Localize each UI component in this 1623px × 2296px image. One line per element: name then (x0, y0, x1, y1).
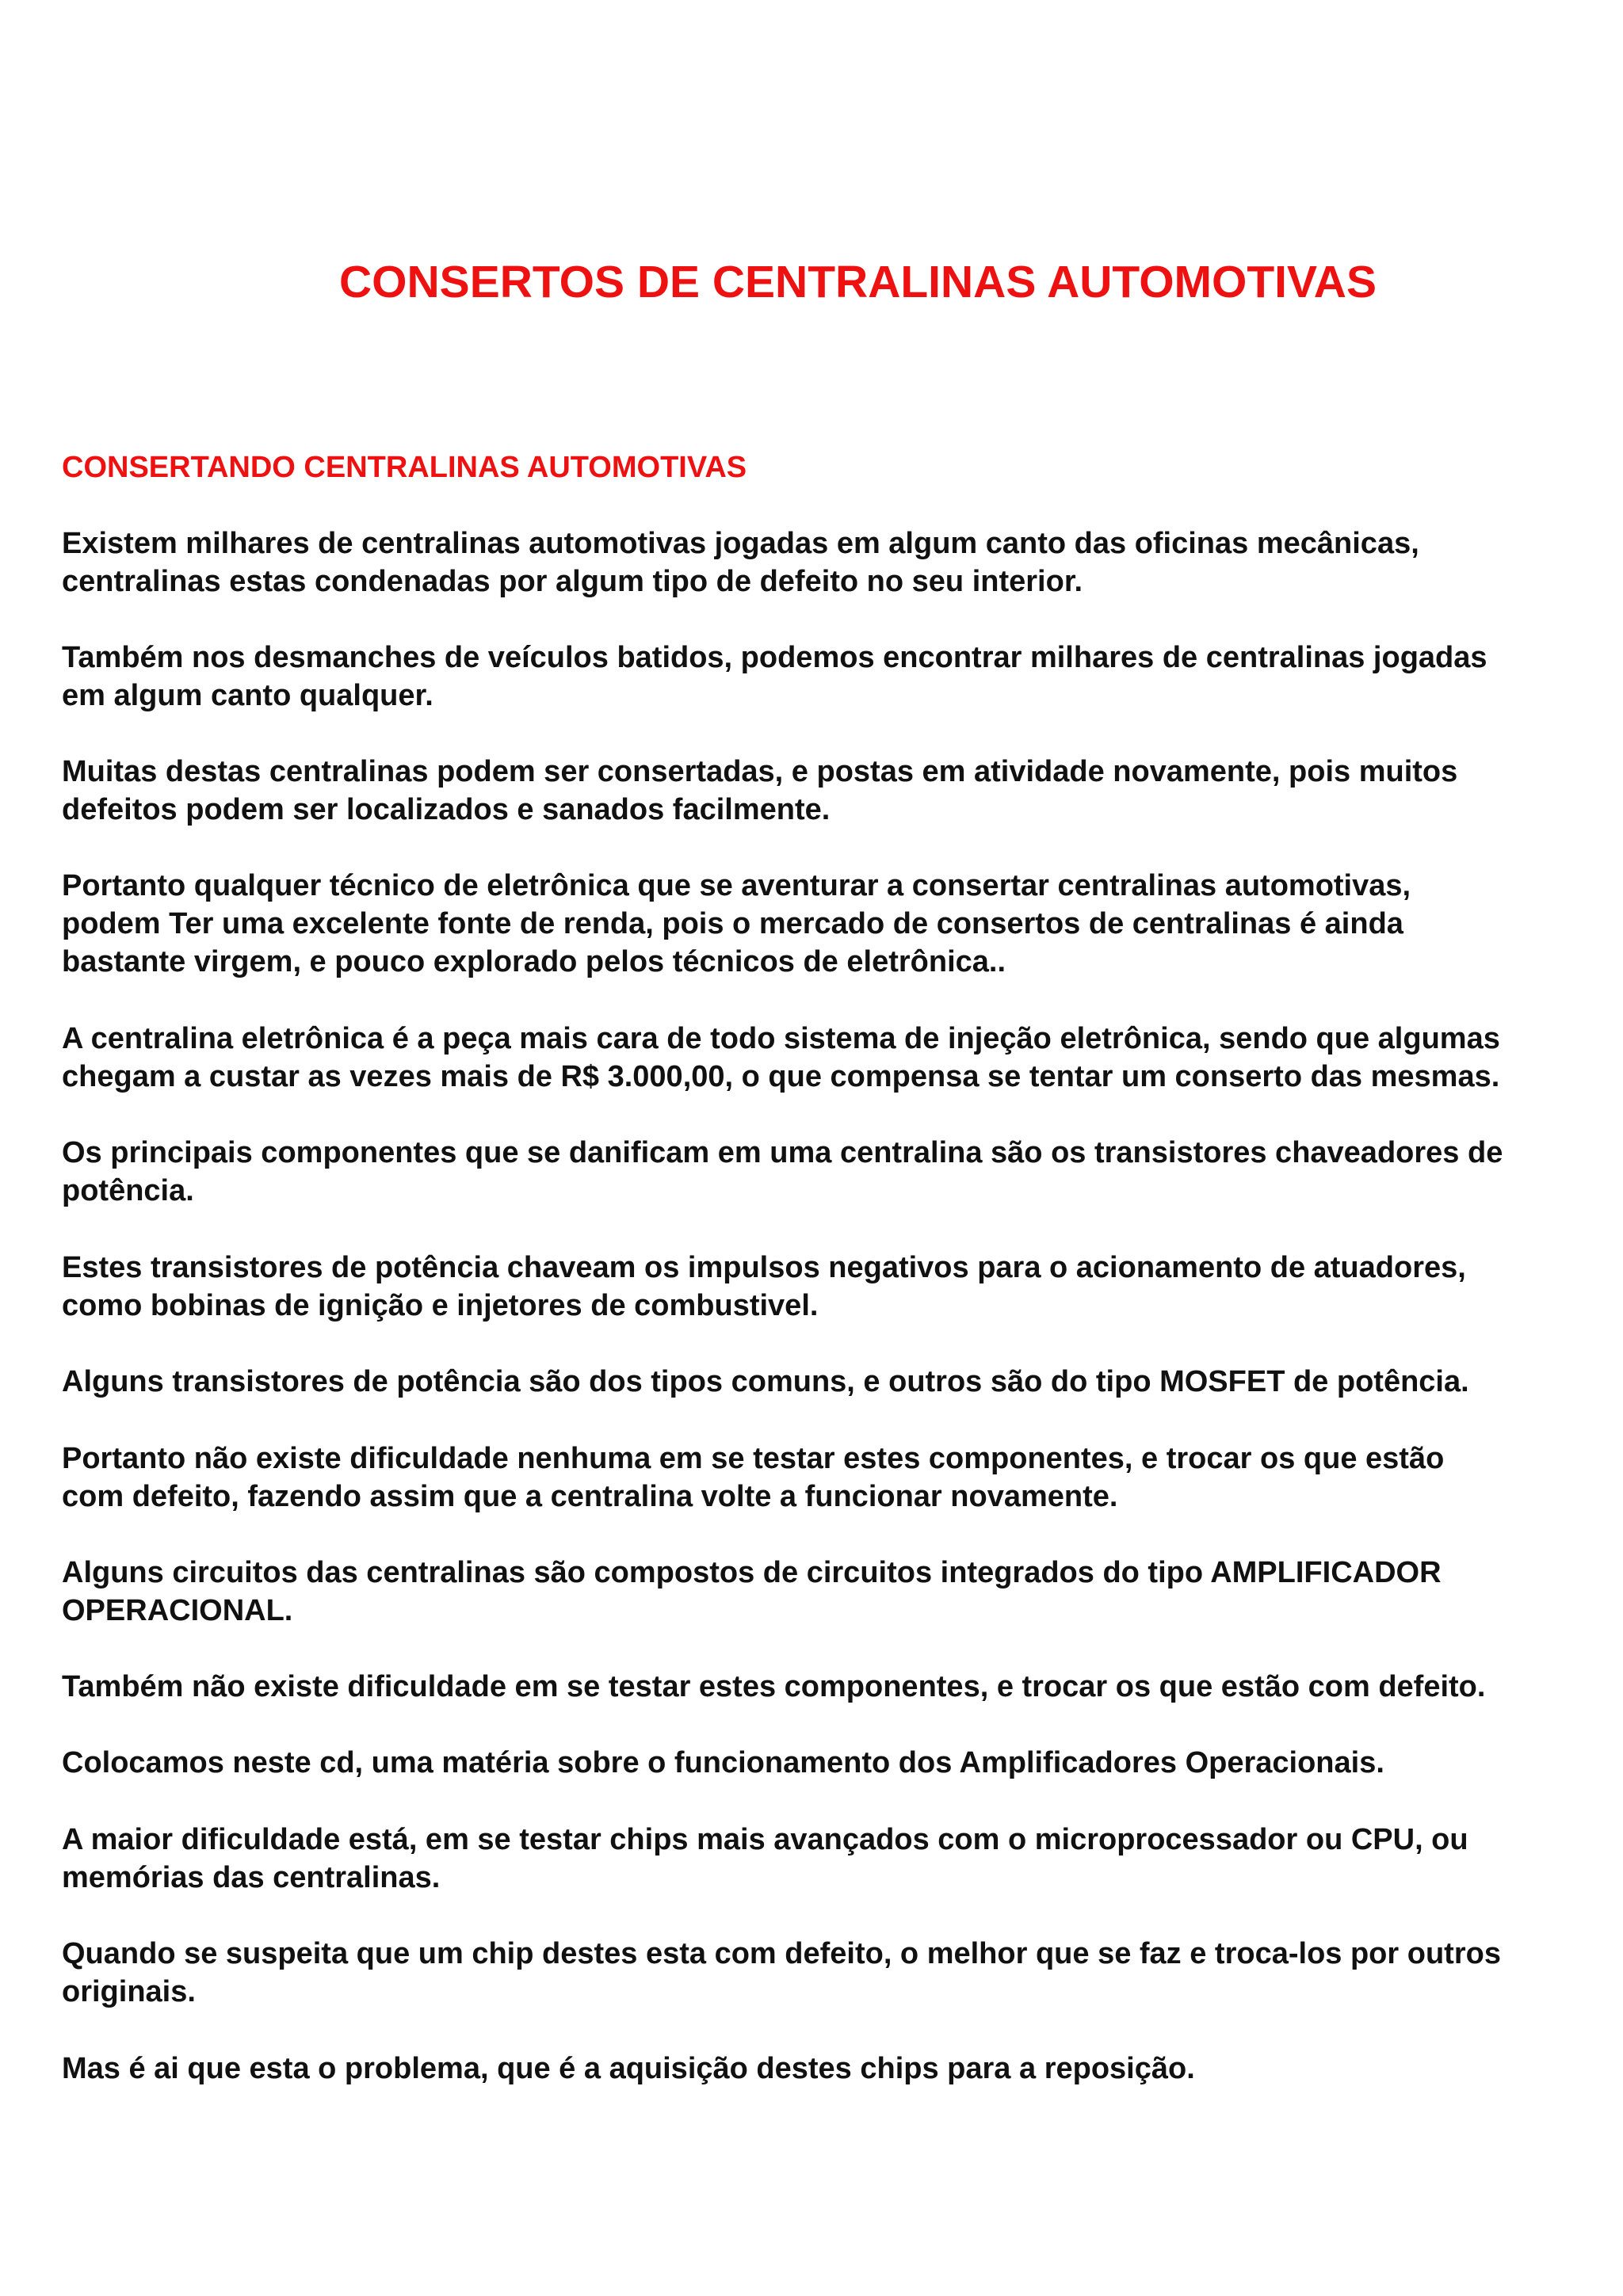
paragraph-portanto-dificuldade (62, 1440, 1591, 1516)
paragraph-line: Existem milhares de centralinas automotivas jogadas em algum canto das oficinas mecânicas, (62, 527, 1419, 560)
paragraph-principais-componentes (62, 1134, 1591, 1210)
paragraph-maior-dificuldade (62, 1821, 1591, 1897)
paragraph-alguns-circuitos (62, 1554, 1591, 1630)
paragraph-line: Também nos desmanches de veículos batidos, podemos encontrar milhares de centralinas jogadas (62, 641, 1487, 674)
paragraph-quando-suspeita (62, 1935, 1591, 2011)
document-title: CONSERTOS DE CENTRALINAS AUTOMOTIVAS (339, 257, 1377, 307)
paragraph-line: em algum canto qualquer. (62, 679, 433, 712)
paragraph-line: defeitos podem ser localizados e sanados facilmente. (62, 793, 831, 826)
paragraph-line: Também não existe dificuldade em se testar estes componentes, e trocar os que estão com defeito. (62, 1670, 1486, 1703)
paragraph-line: OPERACIONAL. (62, 1594, 293, 1627)
paragraph-line: Portanto não existe dificuldade nenhuma em se testar estes componentes, e trocar os que estão (62, 1442, 1445, 1475)
paragraph-transistores-chaveam (62, 1249, 1591, 1325)
paragraph-mas-e-ai (62, 2050, 1591, 2088)
paragraph-centralina-eletronica (62, 1020, 1591, 1096)
paragraph-line: Alguns transistores de potência são dos tipos comuns, e outros são do tipo MOSFET de potência. (62, 1365, 1469, 1398)
paragraph-line: Estes transistores de potência chaveam os impulsos negativos para o acionamento de atuadores, (62, 1251, 1466, 1284)
paragraph-line: Muitas destas centralinas podem ser consertadas, e postas em atividade novamente, pois muitos (62, 755, 1458, 788)
paragraph-line: Quando se suspeita que um chip destes esta com defeito, o melhor que se faz e troca-los por outros (62, 1937, 1501, 1970)
paragraph-alguns-transistores (62, 1363, 1591, 1401)
paragraph-line: podem Ter uma excelente fonte de renda, pois o mercado de consertos de centralinas é ainda (62, 907, 1403, 940)
paragraph-desmanches (62, 639, 1591, 715)
paragraph-line: originais. (62, 1975, 196, 2008)
paragraph-line: Alguns circuitos das centralinas são compostos de circuitos integrados do tipo AMPLIFICADOR (62, 1556, 1442, 1589)
paragraph-line: bastante virgem, e pouco explorado pelos técnicos de eletrônica.. (62, 945, 1006, 978)
paragraph-line: Portanto qualquer técnico de eletrônica que se aventurar a consertar centralinas automotivas, (62, 869, 1411, 902)
paragraph-line: como bobinas de ignição e injetores de combustivel. (62, 1289, 819, 1322)
paragraph-tambem-nao-existe (62, 1668, 1591, 1706)
paragraph-colocamos (62, 1744, 1591, 1782)
paragraph-line: A centralina eletrônica é a peça mais cara de todo sistema de injeção eletrônica, sendo que algumas (62, 1022, 1500, 1055)
paragraph-line: Colocamos neste cd, uma matéria sobre o funcionamento dos Amplificadores Operacionais. (62, 1746, 1384, 1779)
paragraph-line: memórias das centralinas. (62, 1861, 441, 1894)
paragraph-line: com defeito, fazendo assim que a centralina volte a funcionar novamente. (62, 1480, 1118, 1513)
paragraph-existem (62, 524, 1591, 601)
paragraph-line: A maior dificuldade está, em se testar chips mais avançados com o microprocessador ou CPU, ou (62, 1823, 1468, 1856)
section-heading: CONSERTANDO CENTRALINAS AUTOMOTIVAS (62, 451, 747, 484)
paragraph-line: Mas é ai que esta o problema, que é a aquisição destes chips para a reposição. (62, 2052, 1195, 2085)
paragraph-portanto-tecnico (62, 867, 1591, 981)
paragraph-muitas (62, 753, 1591, 829)
paragraph-line: Os principais componentes que se danificam em uma centralina são os transistores chaveadores de (62, 1136, 1503, 1169)
paragraph-line: potência. (62, 1174, 194, 1207)
paragraph-line: centralinas estas condenadas por algum tipo de defeito no seu interior. (62, 565, 1083, 598)
paragraph-line: chegam a custar as vezes mais de R$ 3.000,00, o que compensa se tentar um conserto das mesmas. (62, 1060, 1500, 1093)
